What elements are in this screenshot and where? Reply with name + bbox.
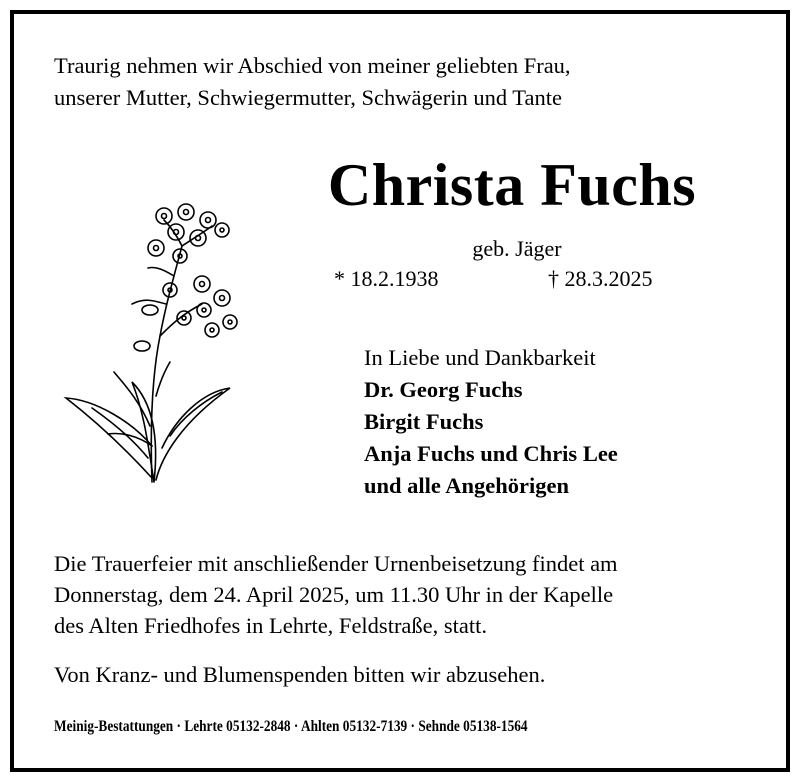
mourner-name: und alle Angehörigen xyxy=(364,473,570,498)
intro-text xyxy=(54,50,571,114)
deceased-name: Christa Fuchs xyxy=(327,152,697,218)
mourner-name: Dr. Georg Fuchs xyxy=(364,377,523,402)
intro-line-2: unserer Mutter, Schwiegermutter, Schwägerin und Tante xyxy=(54,85,562,110)
mourners-block xyxy=(364,342,618,502)
intro-line-1: Traurig nehmen wir Abschied von meiner geliebten Frau, xyxy=(54,53,571,78)
mourners-heading: In Liebe und Dankbarkeit xyxy=(364,345,596,370)
service-line-1: Die Trauerfeier mit anschließender Urnenbeisetzung findet am xyxy=(54,551,618,576)
forget-me-not-flower-icon xyxy=(52,186,242,486)
birth-date: * 18.2.1938 xyxy=(334,266,439,291)
service-line-2: Donnerstag, dem 24. April 2025, um 11.30 Uhr in der Kapelle xyxy=(54,582,614,607)
obituary-frame xyxy=(10,10,790,772)
death-date: † 28.3.2025 xyxy=(548,266,653,291)
funeral-home-footer: Meinig-Bestattungen · Lehrte 05132-2848 · Ahlten 05132-7139 · Sehnde 05138-1564 xyxy=(54,718,528,735)
donation-note: Von Kranz- und Blumenspenden bitten wir abzusehen. xyxy=(54,662,546,687)
service-announcement xyxy=(54,548,618,641)
maiden-name: geb. Jäger xyxy=(472,236,562,261)
mourner-name: Birgit Fuchs xyxy=(364,409,484,434)
service-line-3: des Alten Friedhofes in Lehrte, Feldstraße, statt. xyxy=(54,613,488,638)
mourner-name: Anja Fuchs und Chris Lee xyxy=(364,441,618,466)
